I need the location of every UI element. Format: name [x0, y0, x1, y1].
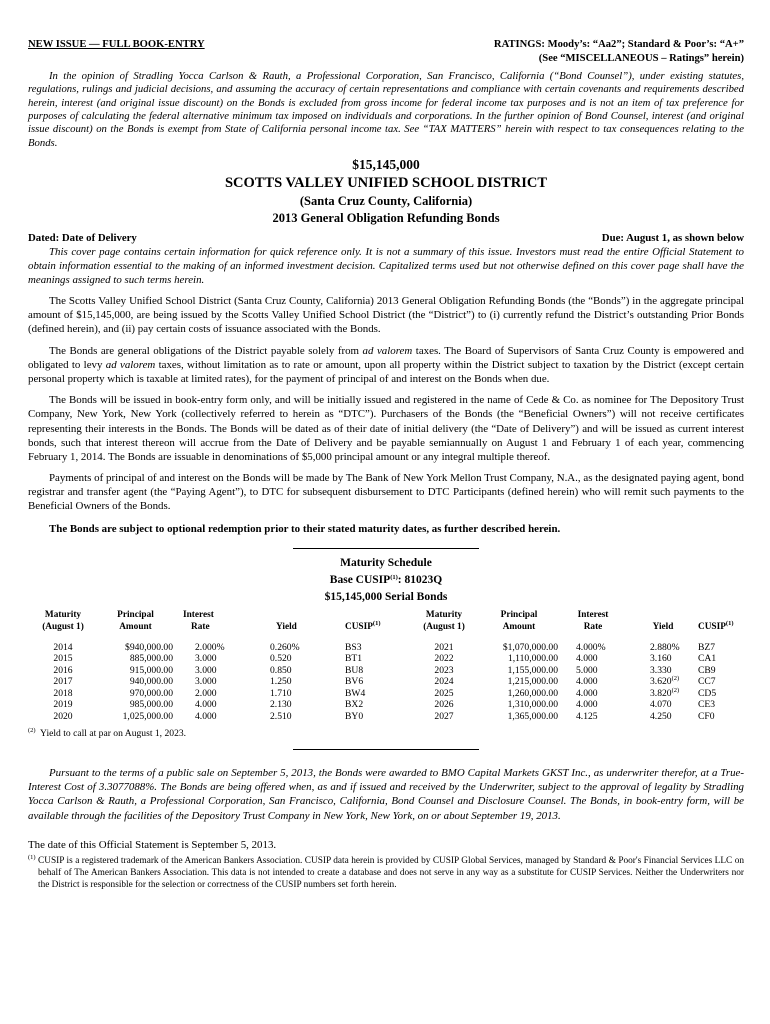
cell-amount-r-value: 1,215,000.00: [507, 676, 558, 688]
cell-cusip: [333, 642, 408, 654]
cell-cusip-r-value: CA1: [698, 653, 717, 665]
col-maturity: [28, 610, 98, 641]
cell-yield-r: [628, 665, 698, 677]
cell-cusip-r-value: BZ7: [698, 641, 716, 653]
cell-year-value: 2014: [53, 641, 73, 653]
cell-cusip-r-value: CD5: [698, 687, 717, 699]
pursuant-paragraph: Pursuant to the terms of a public sale on September 5, 2013, the Bonds were awarded to BMO Capital Markets GKST Inc., as underwriter therefor, at a True-Interest Cost of 3.3077088%. The Bonds are being offered when, as and if issued and received by the Underwriter, subject to the approval of legality by Stradling Yocca Carlson & Rauth, a Professional Corporation, San Francisco, California, Bond Counsel and Disclosure Counsel. The Bonds, in book-entry form, will be available through the facilities of the Depository Trust Company in New York, New York, on or about September 19, 2013.: [28, 766, 744, 822]
cell-year-r-value: 2023: [434, 664, 454, 676]
cell-cusip-value: BY0: [345, 710, 364, 722]
official-statement-cover: [28, 38, 744, 892]
cell-cusip-r: [698, 676, 744, 688]
h-cusip-sup-r: (1): [725, 620, 734, 628]
cell-year-r: [408, 711, 480, 723]
maturity-title: Maturity Schedule: [340, 556, 432, 569]
cell-cusip-r: [698, 711, 744, 723]
district-name: SCOTTS VALLEY UNIFIED SCHOOL DISTRICT: [224, 174, 548, 191]
yield-call-sup: (2): [671, 686, 680, 694]
cell-rate-r-value: 4.000: [576, 687, 598, 699]
cell-year-r-value: 2022: [434, 653, 454, 665]
table-row: [28, 699, 744, 711]
cell-yield: [258, 653, 333, 665]
maturity-heading: [28, 555, 744, 607]
cell-yield-value: 0.520: [270, 653, 292, 665]
cell-yield: [258, 676, 333, 688]
p2-text-b: taxes. The Board of Supervisors of Santa Cruz County is empowered and obligated to levy: [28, 344, 744, 371]
cell-cusip-r: [698, 653, 744, 665]
table-row: [28, 676, 744, 688]
cell-yield-value: 0.260%: [270, 641, 300, 653]
cell-yield-value: 2.510: [270, 710, 292, 722]
cell-rate-value: 4.000: [195, 699, 217, 711]
col-yield-r: [628, 610, 698, 641]
cell-yield-r: [628, 711, 698, 723]
yield-footnote: [28, 728, 744, 740]
cell-rate: [173, 711, 258, 723]
col-yield: [258, 610, 333, 641]
cell-rate-r-value: 4.000: [576, 653, 598, 665]
cell-cusip-value: BX2: [345, 699, 364, 711]
cell-year: [28, 688, 98, 700]
h-interest: Interest: [183, 610, 214, 621]
cell-rate-r: [558, 665, 628, 677]
cell-year-value: 2019: [53, 699, 73, 711]
h-cusip: CUSIP: [345, 622, 373, 633]
cell-yield: [258, 642, 333, 654]
cusip-footnote: [28, 856, 744, 892]
maturity-table: [28, 610, 744, 722]
dated-due-line: [28, 231, 744, 245]
cell-yield-r: [628, 642, 698, 654]
cell-amount-value: 940,000.00: [129, 676, 173, 688]
cell-year-r: [408, 642, 480, 654]
cell-rate-value: 4.000: [195, 710, 217, 722]
h-maturity2: (August 1): [42, 622, 84, 633]
cell-yield: [258, 711, 333, 723]
cell-year: [28, 665, 98, 677]
cell-amount-r: [480, 699, 558, 711]
cell-cusip-r: [698, 642, 744, 654]
cell-rate-value: 2.000: [195, 687, 217, 699]
p2-em2: ad valorem: [105, 358, 156, 371]
cell-year: [28, 653, 98, 665]
cell-rate: [173, 642, 258, 654]
base-cusip-value: : 81023Q: [397, 573, 443, 586]
county: (Santa Cruz County, California): [299, 193, 473, 208]
cell-year-r-value: 2024: [434, 676, 454, 688]
cell-yield-value: 1.710: [270, 687, 292, 699]
paragraph-book-entry: The Bonds will be issued in book-entry form only, and will be initially issued and registered in the name of Cede & Co. as nominee for The Depository Trust Company, New York, New York (collectively referred to herein as “DTC”). Purchasers of the Bonds (the “Beneficial Owners”) will not receive certificates representing their interests in the Bonds. The Bonds will be dated as of their date of initial delivery (the “Date of Delivery”) and will be issued as current interest bonds, such that interest thereon will accrue from the Date of Delivery and be payable semiannually on August 1 and February 1 of each year, commencing February 1, 2014. The Bonds are issuable in denominations of $5,000 principal amount or any integral multiple thereof.: [28, 394, 744, 463]
base-cusip-sup: (1): [390, 573, 398, 581]
cell-year-r: [408, 699, 480, 711]
cell-year-value: 2016: [53, 664, 73, 676]
h-cusip-r: CUSIP: [698, 622, 726, 633]
h-yield: Yield: [276, 622, 297, 633]
cell-amount-r: [480, 642, 558, 654]
cell-year: [28, 699, 98, 711]
issue-amount: $15,145,000: [352, 157, 420, 173]
yield-call-sup: (2): [671, 675, 680, 683]
cell-rate-r: [558, 688, 628, 700]
h-yield-r: Yield: [652, 622, 674, 633]
table-row: [28, 653, 744, 665]
cell-cusip-r-value: CB9: [698, 664, 716, 676]
dated-text: Dated: Date of Delivery: [28, 231, 137, 244]
cell-cusip-value: BS3: [345, 641, 362, 653]
cell-amount-r: [480, 711, 558, 723]
divider-bottom: [293, 749, 479, 750]
cell-cusip: [333, 688, 408, 700]
serial-bonds: $15,145,000 Serial Bonds: [324, 591, 448, 604]
table-row: [28, 688, 744, 700]
cusip-footnote-sup: (1): [28, 854, 36, 862]
cell-amount-r-value: 1,310,000.00: [507, 699, 558, 711]
cell-rate-r: [558, 711, 628, 723]
cell-yield-r-value: 4.250: [650, 710, 672, 722]
cell-amount-r-value: 1,260,000.00: [507, 687, 558, 699]
col-interest: [173, 610, 258, 641]
cell-year-r: [408, 665, 480, 677]
cell-yield-r-value: 3.620: [650, 676, 672, 688]
cell-amount-value: $940,000.00: [125, 641, 173, 653]
p2-em: ad valorem: [362, 344, 413, 357]
h-principal2-r: Amount: [502, 622, 536, 633]
cell-year-r: [408, 676, 480, 688]
cell-year: [28, 642, 98, 654]
cell-rate-r: [558, 699, 628, 711]
cell-yield-r-value: 3.160: [650, 653, 672, 665]
h-cusip-sup: (1): [372, 620, 381, 628]
cell-yield-r-value: 3.330: [650, 664, 672, 676]
paragraph-security: [28, 344, 744, 387]
col-cusip: [333, 610, 408, 641]
h-maturity-r: Maturity: [425, 610, 463, 621]
ratings: [494, 38, 744, 66]
h-interest-r: Interest: [577, 610, 609, 621]
cell-amount-value: 985,000.00: [129, 699, 173, 711]
cell-rate: [173, 688, 258, 700]
cell-amount: [98, 711, 173, 723]
table-row: [28, 665, 744, 677]
base-cusip-label: Base CUSIP: [329, 573, 391, 586]
due-text: Due: August 1, as shown below: [601, 231, 744, 244]
cell-yield-r: [628, 676, 698, 688]
cell-yield-r: [628, 699, 698, 711]
table-row: [28, 642, 744, 654]
cell-yield: [258, 665, 333, 677]
cell-cusip: [333, 653, 408, 665]
cell-amount-value: 915,000.00: [129, 664, 173, 676]
cell-cusip-r-value: CE3: [698, 699, 716, 711]
yield-footnote-sup: (2): [28, 727, 36, 735]
redemption-note: The Bonds are subject to optional redemption prior to their stated maturity dates, as further described herein.: [49, 522, 561, 535]
cell-yield-r-value: 3.820: [650, 687, 672, 699]
h-maturity2-r: (August 1): [423, 622, 465, 633]
h-principal-r: Principal: [500, 610, 538, 621]
cell-yield: [258, 688, 333, 700]
bond-counsel-opinion: In the opinion of Stradling Yocca Carlson & Rauth, a Professional Corporation, San Francisco, California (“Bond Counsel”), under existing statutes, regulations, rulings and judicial decisions, and assuming the accuracy of certain representations and compliance with certain covenants and requirements described herein, interest (and original issue discount) on the Bonds is excluded from gross income for federal income tax purposes and is not an item of tax preference for purposes of calculating the federal alternative minimum tax imposed on individuals and corporations. In the further opinion of Bond Counsel, interest (and original issue discount) on the Bonds is exempt from State of California personal income tax. See “TAX MATTERS” herein with respect to tax consequences relating to the Bonds.: [28, 69, 744, 149]
h-maturity: Maturity: [44, 610, 82, 621]
cell-amount-r-value: 1,365,000.00: [507, 710, 558, 722]
paragraph-purpose: The Scotts Valley Unified School District (Santa Cruz County, California) 2013 General Obligation Refunding Bonds (the “Bonds”) in the aggregate principal amount of $15,145,000, are being issued by the Scotts Valley Unified School District (the “District”) to (i) currently refund the District’s outstanding Prior Bonds (defined herein), and (ii) pay certain costs of issuance associated with the Bonds.: [28, 295, 744, 336]
table-row: [28, 711, 744, 723]
col-principal: [98, 610, 173, 641]
cell-year-r-value: 2027: [434, 710, 454, 722]
official-statement-date: The date of this Official Statement is September 5, 2013.: [28, 839, 277, 852]
cell-rate-r-value: 4.125: [576, 710, 598, 722]
cell-rate-r-value: 5.000: [576, 664, 598, 676]
cell-year: [28, 676, 98, 688]
cell-amount: [98, 665, 173, 677]
cell-rate: [173, 676, 258, 688]
cell-cusip-r: [698, 665, 744, 677]
cell-rate-r-value: 4.000: [576, 699, 598, 711]
cell-cusip: [333, 699, 408, 711]
cell-amount-r-value: $1,070,000.00: [502, 641, 558, 653]
cell-rate-r-value: 4.000: [576, 676, 598, 688]
cell-amount: [98, 676, 173, 688]
cell-rate-value: 3.000: [195, 664, 217, 676]
col-principal-r: [480, 610, 558, 641]
cell-yield-r-value: 4.070: [650, 699, 672, 711]
cover-note: This cover page contains certain information for quick reference only. It is not a summary of this issue. Investors must read the entire Official Statement to obtain information essential to the making of an informed investment decision. Capitalized terms used but not otherwise defined on this cover page shall have the meanings assigned to such terms herein.: [28, 245, 744, 286]
cell-amount-r: [480, 688, 558, 700]
h-principal: Principal: [117, 610, 154, 621]
table-header-row: [28, 610, 744, 641]
cell-cusip: [333, 676, 408, 688]
cell-amount: [98, 699, 173, 711]
cell-amount: [98, 653, 173, 665]
ratings-line: RATINGS: Moody’s: “Aa2”; Standard & Poor’s: “A+”: [493, 39, 744, 50]
paragraph-payments: Payments of principal of and interest on the Bonds will be made by The Bank of New York Mellon Trust Company, N.A., as the designated paying agent, bond registrar and transfer agent (the “Paying Agent”), to DTC for subsequent disbursement to DTC Participants (defined herein) who will remit such payments to the Beneficial Owners of the Bonds.: [28, 472, 744, 513]
cell-rate-value: 3.000: [195, 676, 217, 688]
cell-amount: [98, 688, 173, 700]
ratings-see: (See “MISCELLANEOUS – Ratings” herein): [538, 52, 744, 64]
divider-top: [293, 548, 479, 549]
cell-rate-value: 3.000: [195, 653, 217, 665]
cell-year-r-value: 2025: [434, 687, 454, 699]
cell-amount-value: 970,000.00: [129, 687, 173, 699]
cell-yield: [258, 699, 333, 711]
cell-amount-value: 885,000.00: [129, 653, 173, 665]
cell-yield-value: 1.250: [270, 676, 292, 688]
cusip-footnote-text: CUSIP is a registered trademark of the American Bankers Association. CUSIP data herein is provided by CUSIP Global Services, managed by Standard & Poor's Financial Services LLC on behalf of The American Bankers Association. This data is not intended to create a database and does not serve in any way as a substitute for CUSIP Services. Neither the Underwriters nor the District is responsible for the selection or correctness of the CUSIP numbers set forth herein.: [35, 856, 744, 891]
cell-yield-value: 2.130: [270, 699, 292, 711]
cell-year-r: [408, 688, 480, 700]
cell-yield-value: 0.850: [270, 664, 292, 676]
cell-yield-r-value: 2.880%: [650, 641, 680, 653]
cell-amount: [98, 642, 173, 654]
cell-year-r-value: 2021: [434, 641, 454, 653]
cell-year-r: [408, 653, 480, 665]
cell-cusip: [333, 665, 408, 677]
p2-text-c: taxes, without limitation as to rate or amount, upon all property within the District subject to taxation by the District (except certain personal property which is taxable at limited rates), for the payment of principal of and interest on the Bonds when due.: [28, 358, 745, 385]
cell-yield-r: [628, 653, 698, 665]
cell-cusip-value: BW4: [345, 687, 366, 699]
cell-cusip-r: [698, 699, 744, 711]
base-cusip: [28, 572, 744, 589]
cell-amount-r: [480, 676, 558, 688]
cell-rate-r: [558, 676, 628, 688]
maturity-table-body: [28, 642, 744, 723]
cell-rate: [173, 665, 258, 677]
col-maturity-r: [408, 610, 480, 641]
h-principal2: Amount: [119, 622, 152, 633]
cell-amount-r: [480, 653, 558, 665]
cell-year-value: 2015: [53, 653, 73, 665]
cell-rate: [173, 653, 258, 665]
cell-cusip-value: BV6: [345, 676, 364, 688]
cell-cusip-r: [698, 688, 744, 700]
header-bar: [28, 38, 744, 66]
cell-rate-value: 2.000%: [195, 641, 225, 653]
col-interest-r: [558, 610, 628, 641]
cell-cusip-r-value: CC7: [698, 676, 716, 688]
cell-yield-r: [628, 688, 698, 700]
h-interest2: Rate: [191, 622, 210, 633]
cell-rate-r-value: 4.000%: [576, 641, 606, 653]
cell-rate-r: [558, 642, 628, 654]
cell-amount-r: [480, 665, 558, 677]
cell-rate: [173, 699, 258, 711]
cell-year-value: 2018: [53, 687, 73, 699]
cell-year-r-value: 2026: [434, 699, 454, 711]
cell-amount-value: 1,025,000.00: [122, 710, 173, 722]
cell-cusip-r-value: CF0: [698, 710, 715, 722]
cell-rate-r: [558, 653, 628, 665]
issue-type: NEW ISSUE — FULL BOOK-ENTRY: [28, 39, 205, 50]
cell-cusip-value: BT1: [345, 653, 363, 665]
p2-text-a: The Bonds are general obligations of the District payable solely from: [49, 344, 363, 357]
cell-year: [28, 711, 98, 723]
col-cusip-r: [698, 610, 744, 641]
cell-year-value: 2017: [53, 676, 73, 688]
yield-footnote-text: Yield to call at par on August 1, 2023.: [40, 728, 187, 740]
cell-amount-r-value: 1,155,000.00: [507, 664, 558, 676]
cell-cusip-value: BU8: [345, 664, 364, 676]
cell-year-value: 2020: [53, 710, 73, 722]
cell-cusip: [333, 711, 408, 723]
h-interest2-r: Rate: [583, 622, 603, 633]
cell-amount-r-value: 1,110,000.00: [507, 653, 558, 665]
bond-title: 2013 General Obligation Refunding Bonds: [272, 210, 500, 225]
